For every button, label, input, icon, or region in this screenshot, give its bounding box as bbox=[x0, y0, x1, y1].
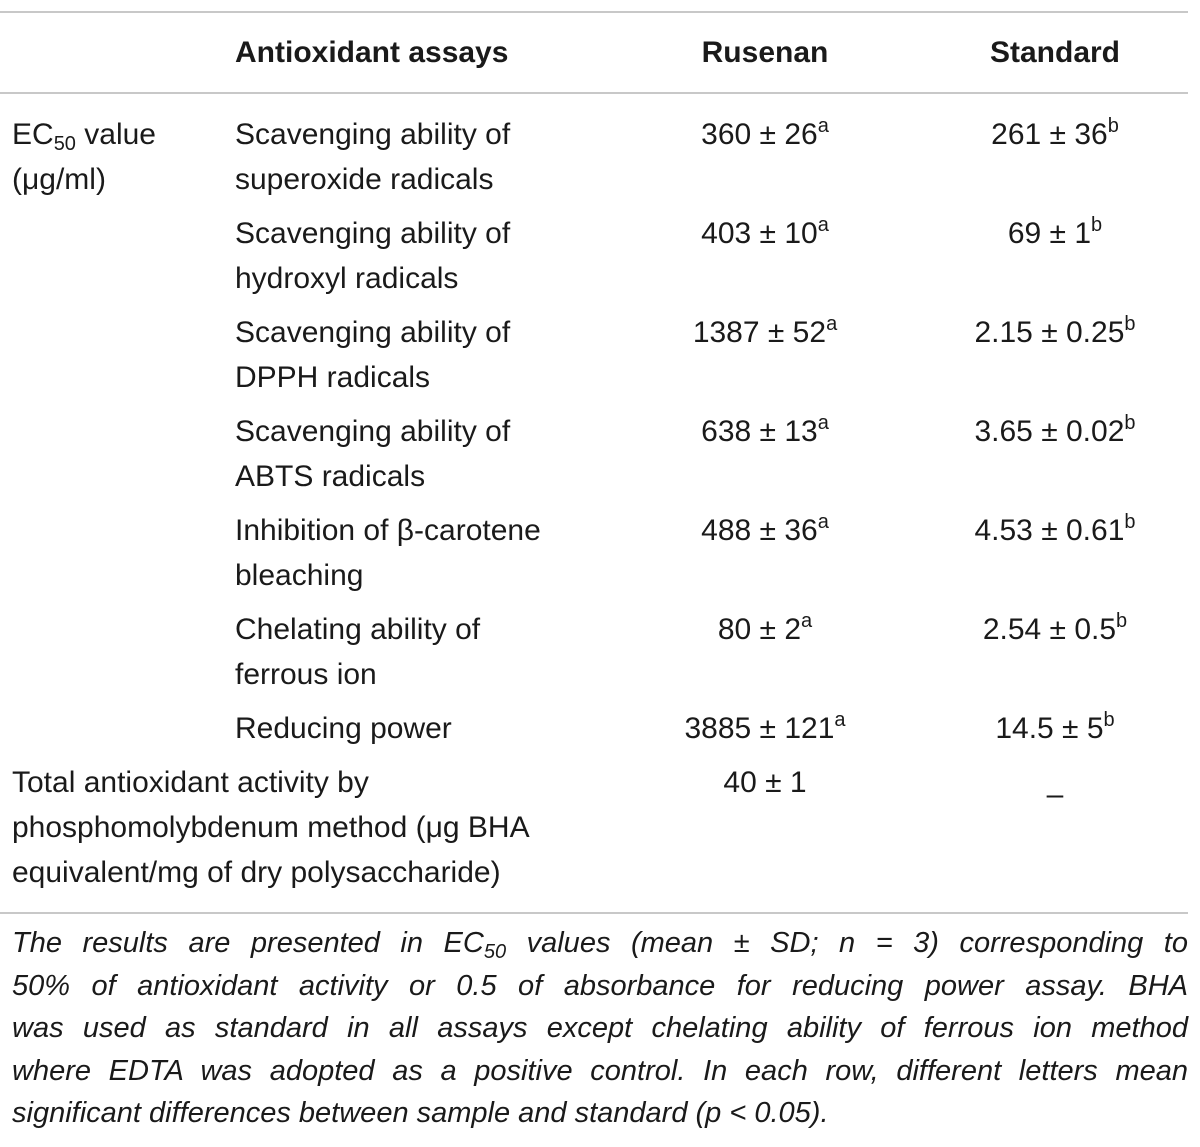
row-4-rusenan-value: 638 ± 13 bbox=[701, 415, 818, 448]
row-3-standard-value: 2.15 ± 0.25 bbox=[974, 316, 1125, 349]
row-7-rusenan-value: 3885 ± 121 bbox=[684, 712, 835, 745]
row-6-rusenan bbox=[640, 607, 890, 652]
row-3-rusenan-value: 1387 ± 52 bbox=[692, 316, 827, 349]
total-row-label-line2: phosphomolybdenum method (μg BHA bbox=[12, 811, 530, 844]
row-4-standard-letter: b bbox=[1124, 412, 1136, 434]
row-2-assay-line1: Scavenging ability of bbox=[235, 217, 511, 250]
row-5-standard-value: 4.53 ± 0.61 bbox=[974, 514, 1125, 547]
row-1-rusenan-letter: a bbox=[817, 115, 829, 137]
row-2-standard-value: 69 ± 1 bbox=[1007, 217, 1092, 250]
footnote-line-5: significant differences between sample and standard (p < 0.05). bbox=[12, 1097, 829, 1129]
row-6-standard bbox=[930, 607, 1180, 652]
row-2-rusenan-value: 403 ± 10 bbox=[701, 217, 818, 250]
row-2-standard bbox=[930, 211, 1180, 256]
row-2-rusenan bbox=[640, 211, 890, 256]
row-5-rusenan bbox=[640, 508, 890, 553]
footnote-ec-subscript: 50 bbox=[483, 941, 507, 963]
footnote-line-1-suffix: values (mean ± SD; n = 3) corresponding to bbox=[506, 927, 1188, 959]
row-1-assay-line1: Scavenging ability of bbox=[235, 118, 511, 151]
row-6-assay-line2: ferrous ion bbox=[235, 658, 377, 691]
row-4-rusenan-letter: a bbox=[817, 412, 829, 434]
total-row-standard: – bbox=[1046, 778, 1064, 811]
header-standard: Standard bbox=[989, 36, 1121, 69]
group-label-unit: (μg/ml) bbox=[12, 163, 106, 196]
row-1-assay-line2: superoxide radicals bbox=[235, 163, 494, 196]
table-footnote bbox=[12, 922, 1188, 1135]
row-4-standard-value: 3.65 ± 0.02 bbox=[974, 415, 1125, 448]
row-7-standard-value: 14.5 ± 5 bbox=[995, 712, 1104, 745]
row-1-rusenan bbox=[640, 112, 890, 157]
row-6-standard-letter: b bbox=[1116, 610, 1128, 632]
row-5-assay-line1: Inhibition of β-carotene bbox=[235, 514, 541, 547]
group-label-ec50 bbox=[12, 112, 156, 157]
row-3-assay-line1: Scavenging ability of bbox=[235, 316, 511, 349]
row-3-standard-letter: b bbox=[1124, 313, 1136, 335]
row-6-rusenan-value: 80 ± 2 bbox=[717, 613, 802, 646]
row-7-standard-letter: b bbox=[1103, 709, 1115, 731]
row-5-assay-line2: bleaching bbox=[235, 559, 364, 592]
row-1-standard-value: 261 ± 36 bbox=[991, 118, 1108, 151]
row-5-rusenan-value: 488 ± 36 bbox=[701, 514, 818, 547]
value-text: value bbox=[75, 118, 156, 151]
footnote-line-1 bbox=[12, 922, 1188, 965]
footnote-line-2: 50% of antioxidant activity or 0.5 of absorbance for reducing power assay. BHA bbox=[12, 969, 1188, 1002]
footnote-line-1-prefix: The results are presented in EC bbox=[12, 927, 484, 959]
row-6-rusenan-letter: a bbox=[801, 610, 813, 632]
total-row-label-line3: equivalent/mg of dry polysaccharide) bbox=[12, 856, 501, 889]
row-3-rusenan-letter: a bbox=[826, 313, 838, 335]
table-bottom-rule bbox=[0, 912, 1188, 914]
row-1-standard bbox=[930, 112, 1180, 157]
row-6-assay-line1: Chelating ability of bbox=[235, 613, 481, 646]
row-4-rusenan bbox=[640, 409, 890, 454]
row-5-standard-letter: b bbox=[1124, 511, 1136, 533]
row-7-standard bbox=[930, 706, 1180, 751]
row-1-rusenan-value: 360 ± 26 bbox=[701, 118, 818, 151]
row-5-standard bbox=[930, 508, 1180, 553]
footnote-line-4: where EDTA was adopted as a positive control. In each row, different letters mean bbox=[12, 1054, 1188, 1087]
ec-text: EC bbox=[12, 118, 54, 151]
row-6-standard-value: 2.54 ± 0.5 bbox=[982, 613, 1117, 646]
header-antioxidant-assays: Antioxidant assays bbox=[235, 36, 509, 69]
row-4-assay-line2: ABTS radicals bbox=[235, 460, 426, 493]
row-3-rusenan bbox=[640, 310, 890, 355]
row-4-assay-line1: Scavenging ability of bbox=[235, 415, 511, 448]
row-2-assay-line2: hydroxyl radicals bbox=[235, 262, 459, 295]
ec-subscript: 50 bbox=[53, 133, 76, 155]
row-7-rusenan-letter: a bbox=[834, 709, 846, 731]
row-2-rusenan-letter: a bbox=[817, 214, 829, 236]
row-5-rusenan-letter: a bbox=[817, 511, 829, 533]
row-7-assay-line1: Reducing power bbox=[235, 712, 452, 745]
row-2-standard-letter: b bbox=[1091, 214, 1103, 236]
total-row-rusenan: 40 ± 1 bbox=[723, 766, 807, 799]
header-rule bbox=[0, 92, 1188, 94]
footnote-line-3: was used as standard in all assays except chelating ability of ferrous ion method bbox=[12, 1012, 1188, 1044]
row-1-standard-letter: b bbox=[1107, 115, 1119, 137]
table-top-rule bbox=[0, 11, 1188, 13]
row-3-assay-line2: DPPH radicals bbox=[235, 361, 431, 394]
row-4-standard bbox=[930, 409, 1180, 454]
total-row-label-line1: Total antioxidant activity by bbox=[12, 766, 369, 799]
row-7-rusenan bbox=[640, 706, 890, 751]
row-3-standard bbox=[930, 310, 1180, 355]
header-rusenan: Rusenan bbox=[701, 36, 829, 69]
